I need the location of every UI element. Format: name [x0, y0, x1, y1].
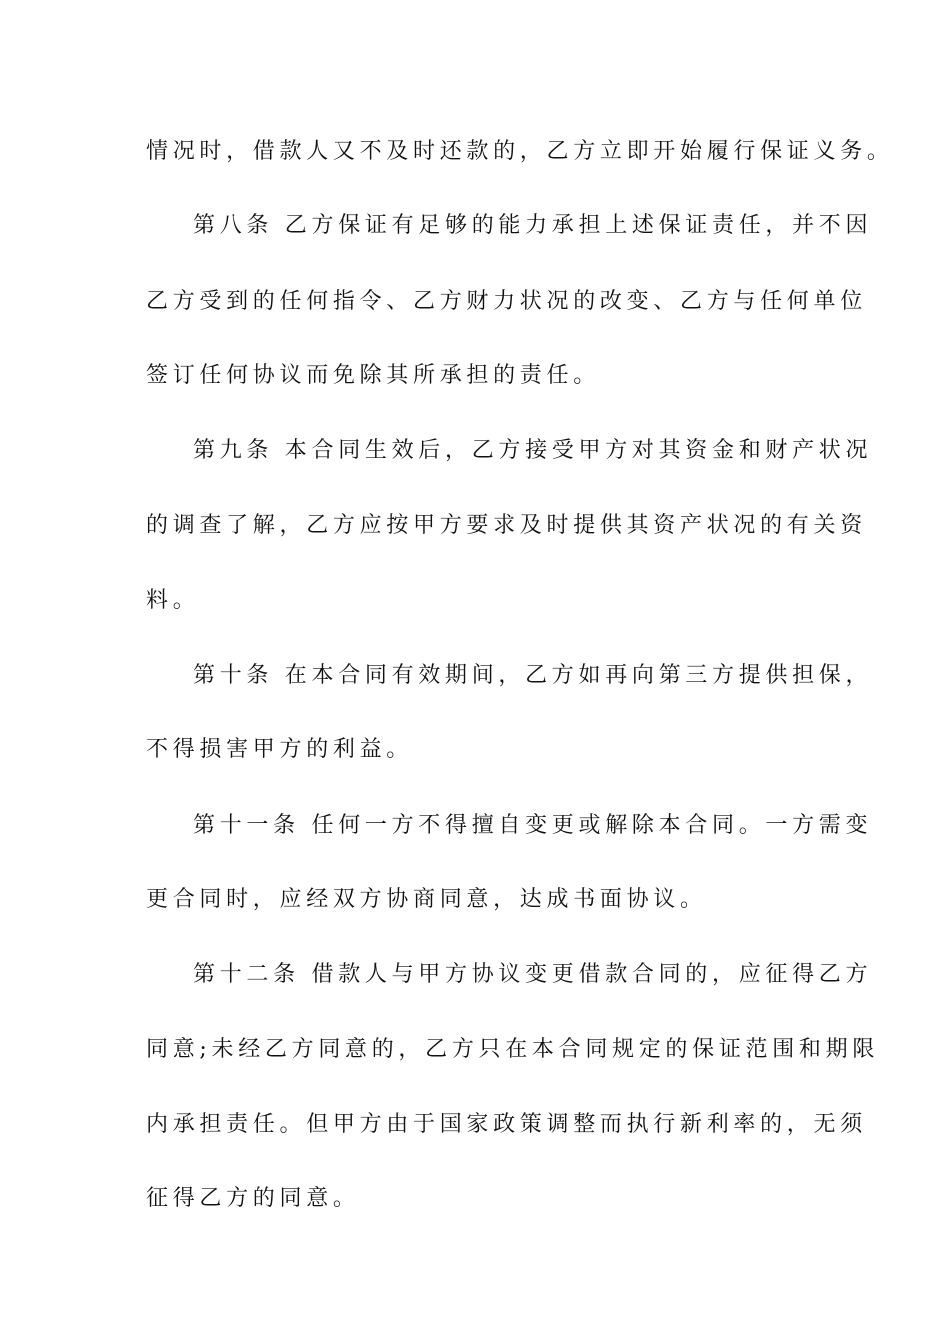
article-9-line: 第九条 本合同生效后，乙方接受甲方对其资金和财产状况 [193, 438, 873, 463]
text-line: 更合同时，应经双方协商同意，达成书面协议。 [146, 887, 707, 912]
text-line: 同意;未经乙方同意的，乙方只在本合同规定的保证范围和期限 [146, 1037, 880, 1062]
text-line: 料。 [146, 588, 200, 613]
text-line: 乙方受到的任何指令、乙方财力状况的改变、乙方与任何单位 [146, 289, 867, 314]
article-12-line: 第十二条 借款人与甲方协议变更借款合同的，应征得乙方 [193, 962, 873, 987]
article-10-line: 第十条 在本合同有效期间，乙方如再向第三方提供担保， [193, 663, 873, 688]
text-line: 不得损害甲方的利益。 [146, 737, 414, 762]
article-8-line: 第八条 乙方保证有足够的能力承担上述保证责任，并不因 [193, 213, 873, 238]
article-11-line: 第十一条 任何一方不得擅自变更或解除本合同。一方需变 [193, 813, 873, 838]
text-line: 内承担责任。但甲方由于国家政策调整而执行新利率的，无须 [146, 1112, 867, 1137]
text-line: 情况时，借款人又不及时还款的，乙方立即开始履行保证义务。 [146, 139, 894, 164]
text-line: 征得乙方的同意。 [146, 1186, 360, 1211]
text-line: 的调查了解，乙方应按甲方要求及时提供其资产状况的有关资 [146, 513, 867, 538]
text-line: 签订任何协议而免除其所承担的责任。 [146, 363, 600, 388]
